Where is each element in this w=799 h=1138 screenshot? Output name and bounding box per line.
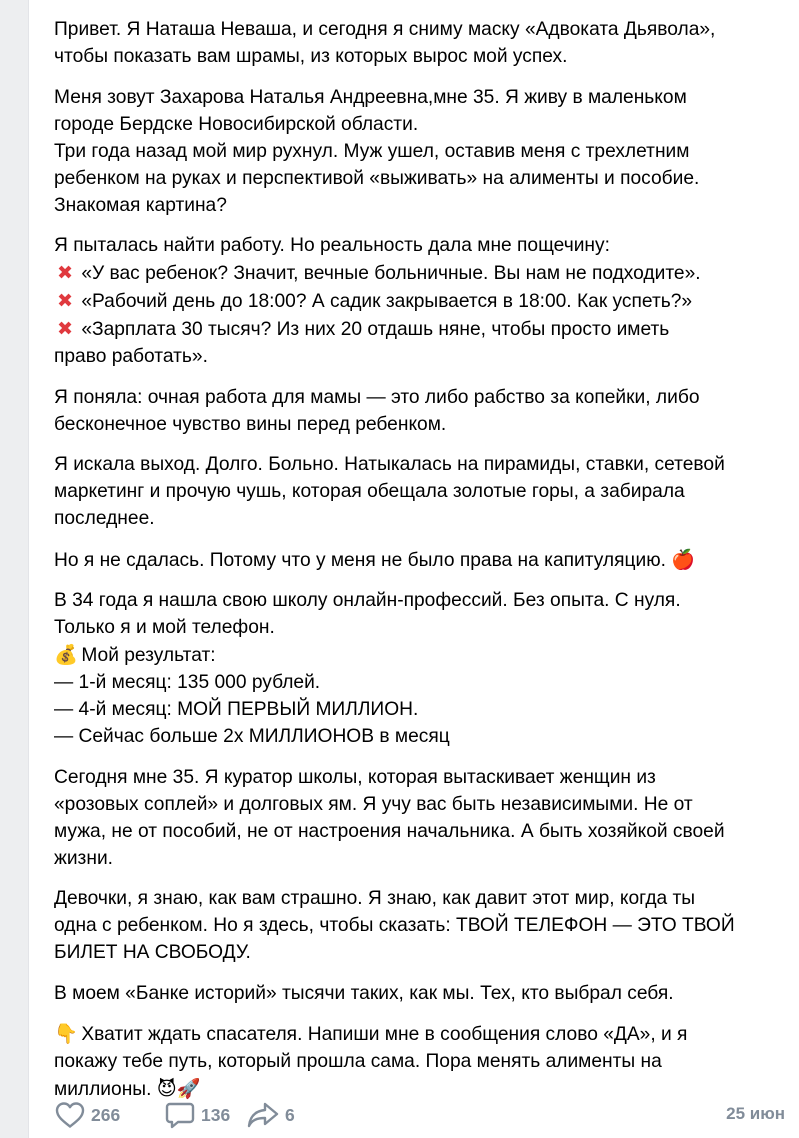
post-line — [54, 505, 784, 532]
share-count: 6 — [285, 1104, 295, 1125]
post-paragraph — [54, 451, 784, 532]
post-line — [54, 723, 784, 750]
pointing-down-icon: 👇 — [54, 1022, 78, 1045]
post-line-text: Три года назад мой мир рухнул. Муж ушел, оставив меня с трехлетним — [54, 140, 690, 162]
post-line — [54, 641, 784, 669]
post-line — [54, 343, 784, 370]
post-line — [54, 1075, 784, 1103]
post-date[interactable]: 25 июн — [726, 1104, 785, 1123]
post-line-text: Я поняла: очная работа для мамы — это либо рабство за копейки, либо — [54, 386, 700, 408]
devil-rocket-icon: 😈🚀 — [156, 1077, 201, 1100]
post-paragraph — [54, 587, 784, 750]
post-footer — [55, 1100, 785, 1130]
post-line — [54, 111, 784, 138]
post-line-text: Я пыталась найти работу. Но реальность дала мне пощечину: — [54, 235, 610, 256]
post-paragraph — [54, 885, 784, 966]
post-line-text: БИЛЕТ НА СВОБОДУ. — [54, 942, 251, 963]
post-line — [54, 885, 784, 912]
post-line — [54, 845, 784, 872]
cross-mark-icon: ✖ — [56, 317, 74, 340]
post-line — [54, 791, 784, 818]
post-line — [54, 84, 784, 111]
post-line-text: Девочки, я знаю, как вам страшно. Я знаю, как давит этот мир, когда ты — [54, 888, 696, 909]
post-line — [54, 1048, 784, 1075]
post-line — [54, 315, 784, 343]
post-line-text: последнее. — [54, 508, 155, 529]
post-line-text: «Рабочий день до 18:00? А садик закрывается в 18:00. Как успеть?» — [76, 291, 693, 312]
post-line — [54, 696, 784, 723]
share-button[interactable] — [247, 1100, 295, 1130]
post-line-text: ребенком на руках и перспективой «выживать» на алименты и пособие. — [54, 167, 700, 189]
post-line — [54, 478, 784, 505]
cross-mark-icon: ✖ — [56, 261, 74, 284]
post-paragraph — [54, 980, 784, 1007]
post-line-text: — Сейчас больше 2х МИЛЛИОНОВ в месяц — [54, 726, 450, 747]
money-bag-icon: 💰 — [54, 643, 78, 666]
post-line-text: Хватит ждать спасателя. Напиши мне в сообщения слово «ДА», и я — [76, 1024, 688, 1045]
post-line — [54, 384, 784, 411]
share-icon — [247, 1101, 279, 1129]
post-line-text: бесконечное чувство вины перед ребенком. — [54, 413, 447, 435]
post-line-text: — 1-й месяц: 135 000 рублей. — [54, 672, 321, 693]
comment-count: 136 — [201, 1104, 231, 1125]
post-line-text: одна с ребенком. Но я здесь, чтобы сказать: ТВОЙ ТЕЛЕФОН — ЭТО ТВОЙ — [54, 915, 735, 936]
post-line-text: право работать». — [54, 346, 208, 367]
post-paragraph — [54, 546, 784, 574]
heart-icon — [55, 1101, 85, 1129]
post-line-text: городе Бердске Новосибирской области. — [54, 113, 419, 135]
post-line — [54, 912, 784, 939]
post-card — [28, 0, 799, 1138]
comment-button[interactable] — [165, 1100, 230, 1130]
post-paragraph — [54, 16, 784, 70]
post-line-text: Только я и мой телефон. — [54, 617, 275, 638]
post-line — [54, 614, 784, 641]
post-line — [54, 669, 784, 696]
post-line — [54, 192, 784, 219]
post-line — [54, 939, 784, 966]
post-line-text: Я искала выход. Долго. Больно. Натыкалась на пирамиды, ставки, сетевой — [54, 454, 725, 475]
comment-icon — [165, 1101, 195, 1129]
post-line — [54, 287, 784, 315]
post-paragraph — [54, 764, 784, 872]
cross-mark-icon: ✖ — [56, 289, 74, 312]
post-line — [54, 587, 784, 614]
post-line-text: В моем «Банке историй» тысячи таких, как мы. Тех, кто выбрал себя. — [54, 982, 674, 1004]
post-line — [54, 16, 784, 43]
post-line-text: «Зарплата 30 тысяч? Из них 20 отдашь няне, чтобы просто иметь — [76, 319, 670, 340]
post-line — [54, 764, 784, 791]
post-line — [54, 259, 784, 287]
post-paragraph — [54, 1020, 784, 1103]
post-line-text: «У вас ребенок? Значит, вечные больничные. Вы нам не подходите». — [76, 263, 701, 284]
post-line-text: Знакомая картина? — [54, 194, 227, 216]
post-line-text: Привет. Я Наташа Неваша, и сегодня я сниму маску «Адвоката Дьявола», — [54, 19, 716, 40]
post-line-text: — 4-й месяц: МОЙ ПЕРВЫЙ МИЛЛИОН. — [54, 699, 419, 720]
post-line — [54, 165, 784, 192]
like-button[interactable] — [55, 1100, 120, 1130]
post-line-text: чтобы показать вам шрамы, из которых вырос мой успех. — [54, 46, 568, 67]
post-line — [54, 980, 784, 1007]
post-line-text: мужа, не от пособий, не от настроения начальника. А быть хозяйкой своей — [54, 820, 725, 842]
post-line-text: Но я не сдалась. Потому что у меня не было права на капитуляцию. — [54, 549, 672, 571]
post-line-text: жизни. — [54, 847, 113, 869]
post-line-text: «розовых соплей» и долговых ям. Я учу вас быть независимыми. Не от — [54, 793, 693, 815]
post-line — [54, 411, 784, 438]
post-line — [54, 138, 784, 165]
post-line — [54, 43, 784, 70]
post-line — [54, 818, 784, 845]
post-line — [54, 546, 784, 574]
like-count: 266 — [91, 1104, 121, 1125]
post-line-text: Меня зовут Захарова Наталья Андреевна,мне 35. Я живу в маленьком — [54, 86, 687, 108]
post-paragraph — [54, 232, 784, 370]
post-line — [54, 1020, 784, 1048]
post-line-text: покажу тебе путь, который прошла сама. Пора менять алименты на — [54, 1051, 662, 1072]
post-line-text: Мой результат: — [76, 645, 216, 666]
post-text — [54, 16, 784, 1117]
post-paragraph — [54, 384, 784, 438]
post-line — [54, 451, 784, 478]
apple-icon: 🍎 — [671, 547, 696, 571]
post-line-text: В 34 года я нашла свою школу онлайн-профессий. Без опыта. С нуля. — [54, 590, 681, 611]
post-line-text: миллионы. — [54, 1079, 157, 1100]
post-line — [54, 232, 784, 259]
post-paragraph — [54, 84, 784, 219]
post-line-text: Сегодня мне 35. Я куратор школы, которая вытаскивает женщин из — [54, 766, 656, 788]
post-line-text: маркетинг и прочую чушь, которая обещала золотые горы, а забирала — [54, 481, 685, 502]
